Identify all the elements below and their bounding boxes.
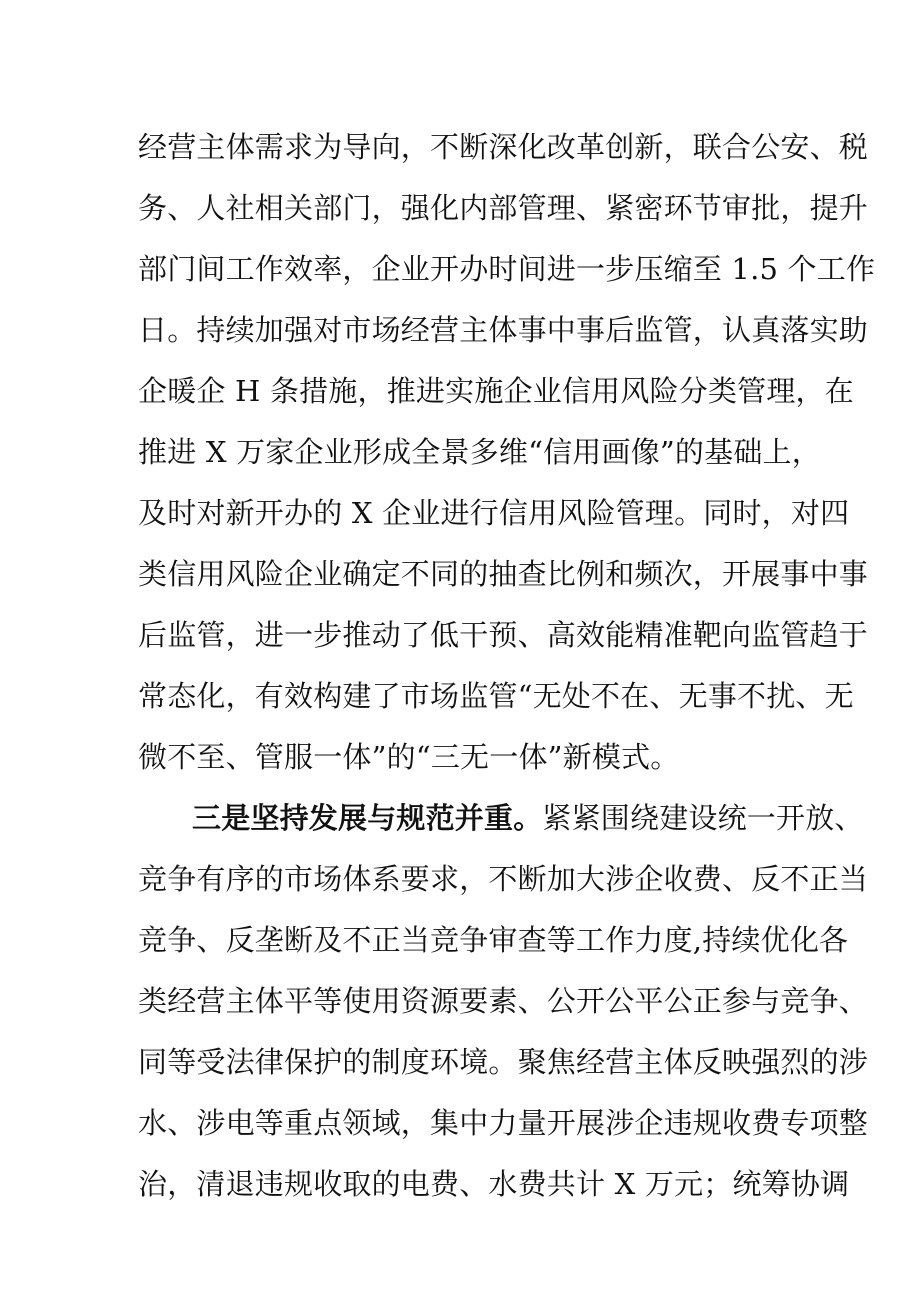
paragraph-2-line-7: 治，清退违规收取的电费、水费共计 X 万元；统筹协调 [138, 1167, 850, 1201]
paragraph-1-line-9: 后监管，进一步推动了低干预、高效能精准靶向监管趋于 [138, 618, 869, 652]
paragraph-2-line-2: 竞争有序的市场体系要求，不断加大涉企收费、反不正当 [138, 862, 869, 896]
paragraph-2-line-6: 水、涉电等重点领域，集中力量开展涉企违规收费专项整 [138, 1106, 869, 1140]
paragraph-1-line-5: 企暖企 H 条措施，推进实施企业信用风险分类管理，在 [138, 374, 854, 408]
paragraph-1-line-7: 及时对新开办的 X 企业进行信用风险管理。同时，对四 [138, 496, 850, 530]
paragraph-1-line-10: 常态化，有效构建了市场监管“无处不在、无事不扰、无 [138, 679, 854, 713]
paragraph-1-line-11: 微不至、管服一体”的“三无一体”新模式。 [138, 740, 680, 774]
paragraph-1-line-8: 类信用风险企业确定不同的抽查比例和频次，开展事中事 [138, 557, 869, 591]
paragraph-2-line-4: 类经营主体平等使用资源要素、公开公平公正参与竞争、 [138, 984, 869, 1018]
paragraph-1-line-6: 推进 X 万家企业形成全景多维“信用画像”的基础上， [138, 435, 821, 469]
paragraph-2-line-3: 竞争、反垄断及不正当竞争审查等工作力度,持续优化各 [138, 923, 849, 957]
paragraph-1-line-2: 务、人社相关部门，强化内部管理、紧密环节审批，提升 [138, 191, 869, 225]
paragraph-1-line-3: 部门间工作效率，企业开办时间进一步压缩至 1.5 个工作 [138, 252, 876, 286]
paragraph-1-line-1: 经营主体需求为导向，不断深化改革创新，联合公安、税 [138, 130, 869, 164]
paragraph-2-heading: 三是坚持发展与规范并重。 [192, 801, 543, 835]
paragraph-2-line-1-rest: 紧紧围绕建设统一开放、 [542, 801, 864, 835]
paragraph-1-line-4: 日。持续加强对市场经营主体事中事后监管，认真落实助 [138, 313, 869, 347]
paragraph-2-line-1 [192, 798, 864, 838]
paragraph-2-line-5: 同等受法律保护的制度环境。聚焦经营主体反映强烈的涉 [138, 1045, 869, 1079]
